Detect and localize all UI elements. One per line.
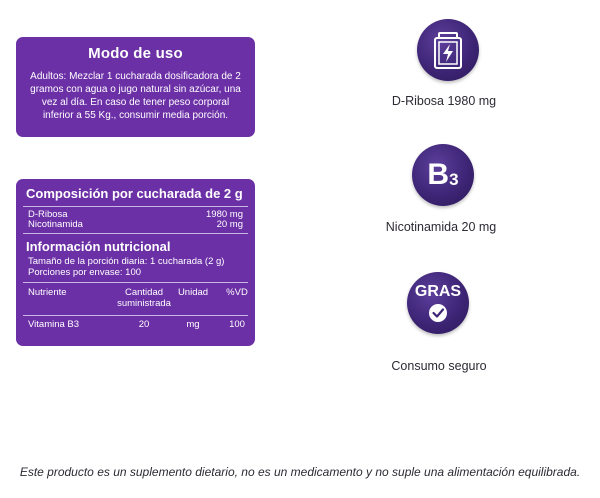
header-unit: Unidad: [177, 287, 209, 298]
disclaimer-text: Este producto es un suplemento dietario, no es un medicamento y no suple una alimentación equilibrada.: [19, 465, 581, 479]
b3-sub-text: 3: [449, 170, 459, 189]
usage-text: Adultos: Mezclar 1 cucharada dosificadora de 2 gramos con agua o jugo natural sin azúcar, una vez al día. En caso de tener peso corporal inferior a 55 Kg., consumir media porción.: [30, 71, 241, 121]
gras-text: GRAS: [414, 283, 462, 300]
serving-info: [16, 257, 255, 282]
ingredient-list: [16, 207, 255, 230]
row-amount: 20: [138, 319, 150, 330]
b3-badge-label: Nicotinamida 20 mg: [385, 220, 497, 234]
row-nutrient: Vitamina B3: [28, 319, 80, 330]
nutrition-table-header: [16, 283, 255, 309]
usage-title: Modo de uso: [88, 45, 183, 62]
ingredient-name: Nicotinamida: [28, 219, 83, 230]
nutrition-title: Información nutricional: [26, 239, 171, 254]
b3-badge: [412, 144, 474, 206]
serving-size: Tamaño de la porción diaria: 1 cucharada (2 g): [28, 256, 225, 267]
ingredient-amount: 20 mg: [216, 219, 243, 230]
row-unit: mg: [186, 319, 200, 330]
header-vd: %VD: [226, 287, 248, 298]
b3-icon: [412, 144, 474, 206]
energy-badge-label: D-Ribosa 1980 mg: [391, 94, 497, 108]
b3-main-text: B: [427, 158, 450, 191]
composition-title: Composición por cucharada de 2 g: [26, 186, 243, 201]
energy-badge: [417, 19, 479, 81]
row-vd: 100: [229, 319, 245, 330]
header-nutrient: Nutriente: [28, 287, 67, 298]
gras-badge: [407, 272, 469, 334]
ingredient-name: D-Ribosa: [28, 209, 68, 220]
energy-battery-icon: [417, 19, 479, 81]
table-row: [16, 316, 255, 334]
composition-panel: [16, 179, 255, 346]
gras-badge-label: Consumo seguro: [391, 359, 487, 373]
check-circle-icon: [407, 272, 469, 334]
usage-panel: [16, 37, 255, 137]
header-amount: Cantidad suministrada: [117, 287, 171, 309]
ingredient-row: [16, 220, 255, 230]
servings-per-container: Porciones por envase: 100: [28, 266, 142, 278]
ingredient-amount: 1980 mg: [206, 209, 243, 220]
